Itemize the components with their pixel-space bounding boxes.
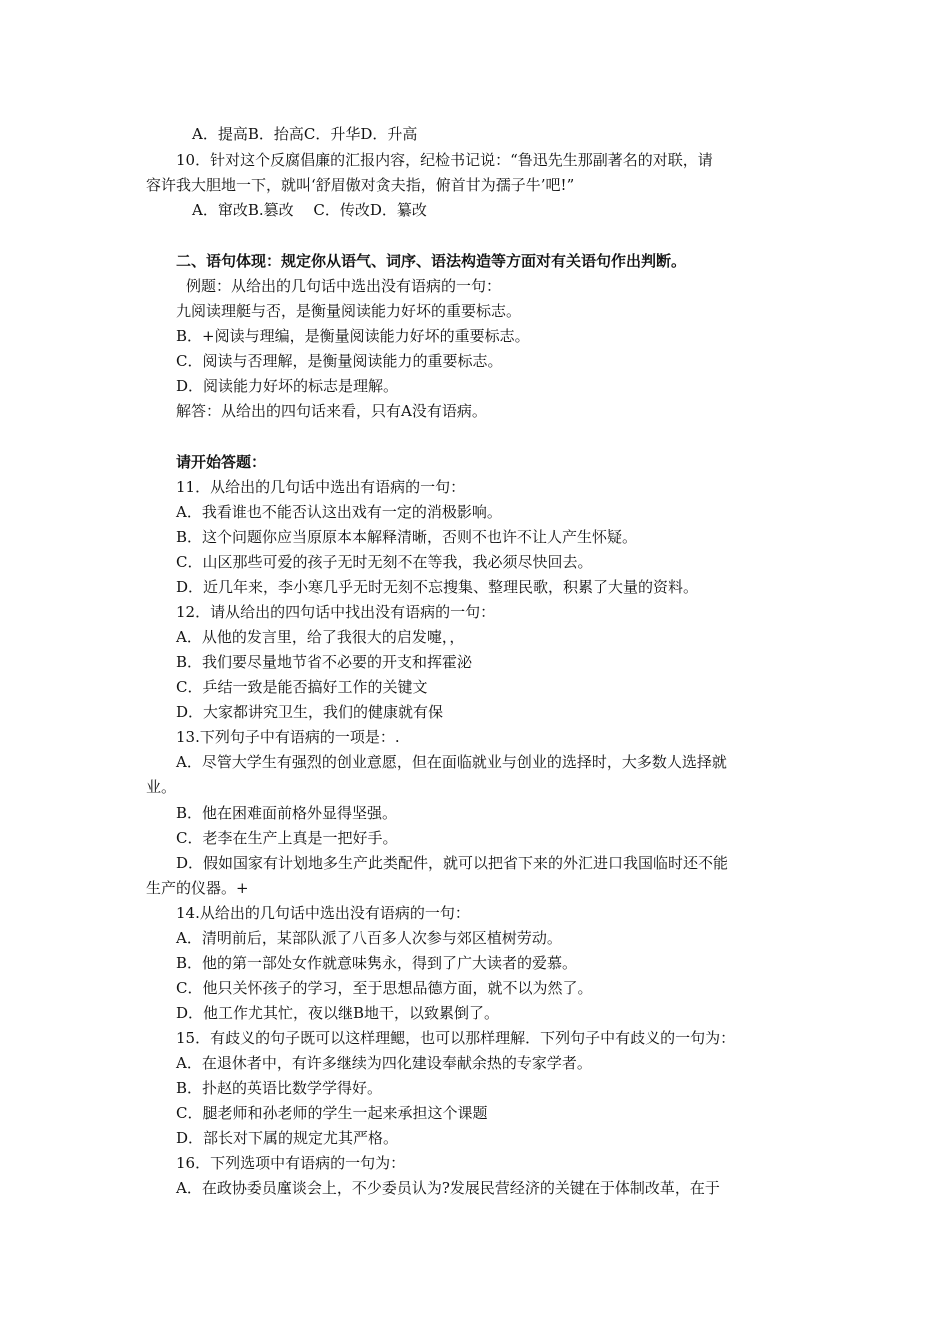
q11-stem: 11．从给出的几句话中选出有语病的一句：: [176, 478, 466, 496]
start-heading: 请开始答题：: [176, 453, 267, 471]
q14-option-a: A．清明前后，某部队派了八百多人次参与郊区植树劳动。: [176, 929, 562, 947]
q11-option-b: B．这个问题你应当原原本本解释清晰，否则不也许不让人产生怀疑。: [176, 528, 638, 546]
example-option-b: B．+阅读与理编，是衡量阅读能力好坏的重要标志。: [176, 327, 530, 345]
q16-stem: 16．下列选项中有语病的一句为：: [176, 1154, 406, 1172]
example-option-a: 九阅读理艇与否，是衡量阅读能力好坏的重要标志。: [176, 302, 522, 320]
q13-option-c: C．老李在生产上真是一把好手。: [176, 829, 398, 847]
example-answer: 解答：从给出的四句话来看，只有A没有语病。: [176, 402, 487, 420]
q13-option-a-line-1: A．尽管大学生有强烈的创业意愿，但在面临就业与创业的选择时，大多数人选择就: [176, 753, 727, 771]
q14-option-b: B．他的第一部处女作就意味隽永，得到了广大读者的爱慕。: [176, 954, 578, 972]
section2-heading: 二、语句体现：规定你从语气、词序、语法构造等方面对有关语句作出判断。: [176, 252, 687, 270]
q15-stem: 15．有歧义的句子既可以这样理鳃，也可以那样理解．下列句子中有歧义的一句为：: [176, 1029, 736, 1047]
q15-option-c: C．腿老师和孙老师的学生一起来承担这个课题: [176, 1104, 488, 1122]
q12-option-c: C．乒结一致是能否搞好工作的关键文: [176, 678, 428, 696]
q9-options: A．提高B．抬高C．升华D．升高: [192, 125, 418, 143]
example-option-d: D．阅读能力好坏的标志是理解。: [176, 377, 399, 395]
q14-option-c: C．他只关怀孩子的学习，至于思想品德方面，就不以为然了。: [176, 979, 593, 997]
q15-option-d: D．部长对下属的规定尤其严格。: [176, 1129, 399, 1147]
q12-stem: 12．请从给出的四句话中找出没有语病的一句：: [176, 603, 496, 621]
q15-option-b: B．扑赵的英语比数学学得好。: [176, 1079, 383, 1097]
q11-option-a: A．我看谁也不能否认这出戏有一定的消极影响。: [176, 503, 502, 521]
q13-option-d-line-1: D．假如国家有计划地多生产此类配件，就可以把省下来的外汇进口我国临时还不能: [176, 854, 729, 872]
q15-option-a: A．在退休者中，有许多继续为四化建设奉献余热的专家学者。: [176, 1054, 592, 1072]
q12-option-b: B．我们要尽量地节省不必要的开支和挥霍泌: [176, 653, 473, 671]
q13-option-b: B．他在困难面前格外显得坚强。: [176, 804, 398, 822]
q13-option-a-line-2: 业。: [146, 778, 177, 796]
q10-stem-line-2: 容许我大胆地一下，就叫‘舒眉傲对贪夫指，俯首甘为孺子牛’吧!”: [146, 176, 575, 194]
q16-option-a-line-1: A．在政协委员廑谈会上，不少委员认为?发展民营经济的关键在于体制改革，在于: [176, 1179, 720, 1197]
q10-options: A．窜改B.篡改 C．传改D．纂改: [192, 201, 427, 219]
example-intro: 例题：从给出的几句话中选出没有语病的一句：: [186, 277, 502, 295]
q14-stem: 14.从给出的几句话中选出没有语病的一句：: [176, 904, 470, 922]
q13-option-d-line-2: 生产的仪器。+: [146, 879, 249, 897]
q12-option-d: D．大家都讲究卫生，我们的健康就有保: [176, 703, 444, 721]
q14-option-d: D．他工作尤其忙，夜以继B地干，以致累倒了。: [176, 1004, 500, 1022]
example-option-c: C．阅读与否理解，是衡量阅读能力的重要标志。: [176, 352, 503, 370]
q10-stem-line-1: 10．针对这个反腐倡廉的汇报内容，纪检书记说：“鲁迅先生那副著名的对联，请: [176, 151, 713, 169]
q11-option-d: D．近几年来，李小寒几乎无时无刻不忘搜集、整理民歌，积累了大量的资料。: [176, 578, 699, 596]
q12-option-a: A．从他的发言里，给了我很大的启发嚏，，: [176, 628, 465, 646]
q13-stem: 13.下列句子中有语病的一项是：.: [176, 728, 400, 746]
q11-option-c: C．山区那些可爱的孩子无时无刻不在等我，我必须尽快回去。: [176, 553, 593, 571]
